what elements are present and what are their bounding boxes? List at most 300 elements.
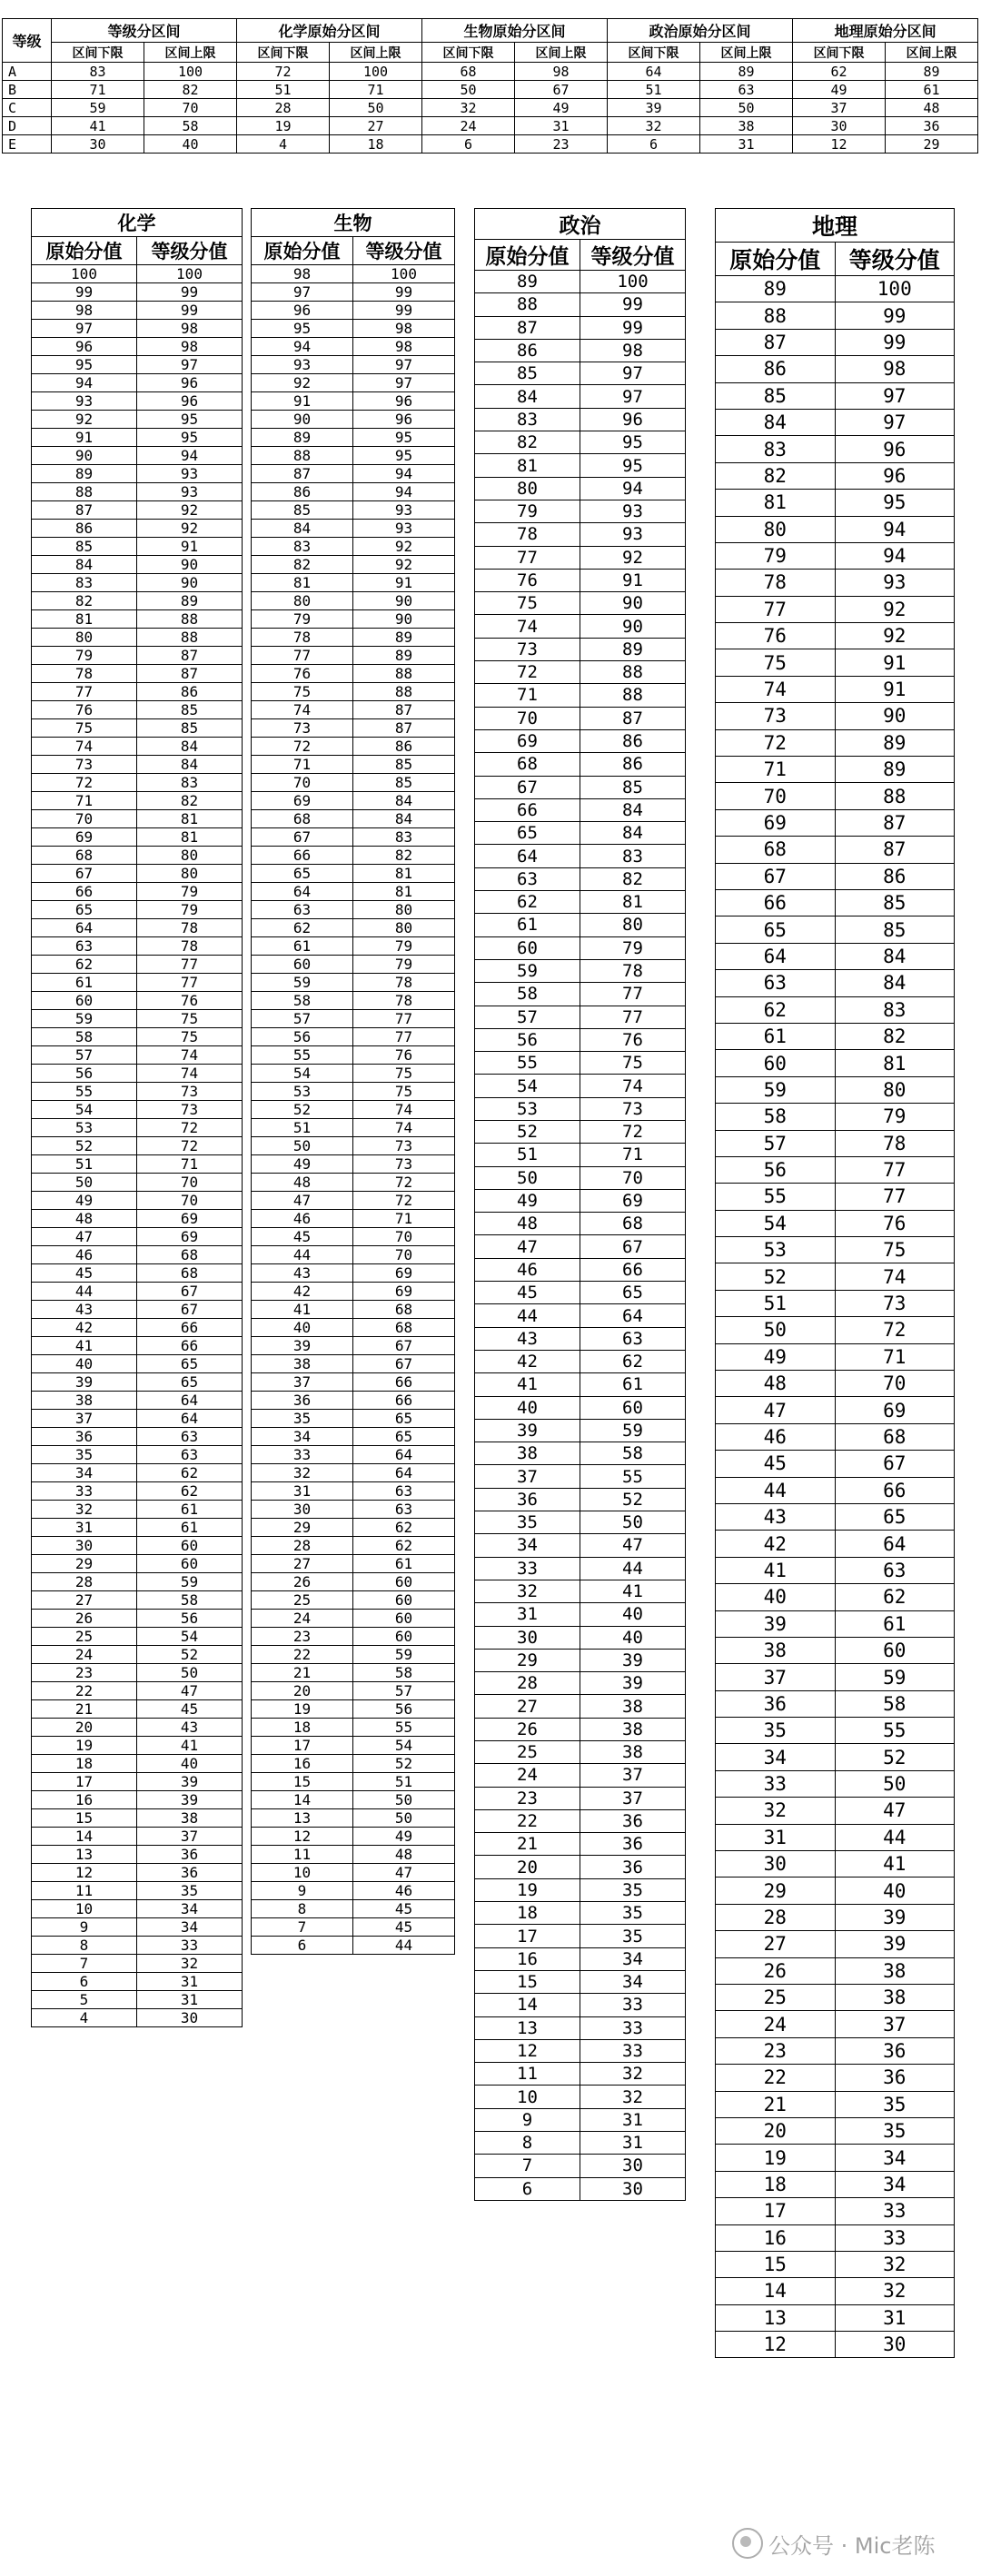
raw-score-cell: 35 xyxy=(252,1410,353,1428)
raw-score-cell: 7 xyxy=(252,1918,353,1937)
grade-score-cell: 36 xyxy=(137,1846,243,1864)
raw-score-cell: 44 xyxy=(716,1477,836,1503)
table-row xyxy=(475,1189,686,1212)
raw-score-cell: 34 xyxy=(252,1428,353,1446)
raw-score-cell: 12 xyxy=(252,1828,353,1846)
grade-score-cell: 77 xyxy=(137,956,243,974)
grade-score-cell: 86 xyxy=(580,753,686,776)
raw-score-cell: 9 xyxy=(32,1918,137,1937)
raw-score-cell: 20 xyxy=(252,1682,353,1700)
table-row xyxy=(252,1301,455,1319)
grade-score-cell: 74 xyxy=(137,1065,243,1083)
table-row xyxy=(32,647,243,665)
table-row xyxy=(32,1846,243,1864)
table-row xyxy=(475,1511,686,1534)
table-row xyxy=(252,937,455,956)
range-cell: 50 xyxy=(422,81,515,99)
table-row xyxy=(32,1210,243,1228)
table-row xyxy=(252,738,455,756)
biology-table xyxy=(251,208,455,1955)
raw-score-cell: 86 xyxy=(252,483,353,501)
raw-score-cell: 24 xyxy=(32,1646,137,1664)
raw-score-cell: 66 xyxy=(252,847,353,865)
raw-score-cell: 29 xyxy=(32,1555,137,1573)
table-row xyxy=(475,2132,686,2155)
table-row xyxy=(716,1931,955,1957)
table-row xyxy=(252,1101,455,1119)
table-row xyxy=(716,1104,955,1130)
raw-score-cell: 55 xyxy=(252,1046,353,1065)
raw-score-cell: 13 xyxy=(716,2304,836,2331)
raw-score-cell: 82 xyxy=(252,556,353,574)
table-row xyxy=(716,2304,955,2331)
grade-score-cell: 96 xyxy=(137,392,243,411)
grade-score-cell: 37 xyxy=(137,1828,243,1846)
grade-score-cell: 78 xyxy=(353,974,455,992)
raw-score-cell: 25 xyxy=(716,1985,836,2011)
raw-score-cell: 5 xyxy=(32,1991,137,2009)
grade-score-cell: 36 xyxy=(580,1856,686,1878)
table-row xyxy=(32,1719,243,1737)
raw-score-cell: 99 xyxy=(32,283,137,302)
grade-score-cell: 32 xyxy=(580,2086,686,2108)
raw-score-cell: 31 xyxy=(475,1603,580,1626)
raw-score-cell: 37 xyxy=(475,1465,580,1488)
raw-score-cell: 59 xyxy=(32,1010,137,1028)
grade-score-cell: 91 xyxy=(835,676,955,702)
grade-score-cell: 89 xyxy=(137,592,243,610)
grade-score-cell: 35 xyxy=(137,1882,243,1900)
table-row xyxy=(32,883,243,901)
table-row xyxy=(32,1501,243,1519)
table-row xyxy=(716,2332,955,2358)
raw-score-cell: 4 xyxy=(32,2009,137,2027)
raw-score-cell: 11 xyxy=(475,2063,580,2086)
table-row xyxy=(475,1718,686,1740)
grade-score-cell: 75 xyxy=(137,1010,243,1028)
raw-score-cell: 43 xyxy=(716,1503,836,1530)
grade-score-cell: 96 xyxy=(353,392,455,411)
grade-score-cell: 78 xyxy=(137,937,243,956)
grade-score-cell: 93 xyxy=(137,483,243,501)
raw-score-cell: 40 xyxy=(252,1319,353,1337)
raw-score-cell: 61 xyxy=(32,974,137,992)
table-row xyxy=(475,1534,686,1557)
table-row xyxy=(32,956,243,974)
table-row xyxy=(252,792,455,810)
grade-score-cell: 65 xyxy=(835,1503,955,1530)
range-cell: 18 xyxy=(330,135,422,154)
raw-score-cell: 84 xyxy=(716,409,836,435)
range-cell: 28 xyxy=(237,99,330,117)
range-cell: 100 xyxy=(144,63,237,81)
raw-score-cell: 51 xyxy=(252,1119,353,1137)
table-row xyxy=(716,356,955,382)
table-row xyxy=(252,683,455,701)
watermark xyxy=(732,2525,977,2561)
raw-score-cell: 63 xyxy=(252,901,353,919)
grade-score-cell: 36 xyxy=(137,1864,243,1882)
grade-score-cell: 93 xyxy=(580,523,686,546)
raw-score-cell: 12 xyxy=(716,2332,836,2358)
table-row xyxy=(475,1626,686,1649)
grade-score-cell: 91 xyxy=(835,649,955,676)
table-row xyxy=(252,592,455,610)
raw-score-cell: 23 xyxy=(475,1787,580,1809)
raw-score-cell: 70 xyxy=(32,810,137,828)
grade-score-cell: 39 xyxy=(580,1672,686,1695)
raw-score-cell: 13 xyxy=(32,1846,137,1864)
table-row xyxy=(475,408,686,431)
table-row xyxy=(252,665,455,683)
grade-score-cell: 69 xyxy=(353,1283,455,1301)
grade-score-cell: 60 xyxy=(353,1591,455,1610)
grade-score-cell: 92 xyxy=(353,538,455,556)
grade-score-cell: 88 xyxy=(137,610,243,629)
raw-score-cell: 22 xyxy=(475,1809,580,1832)
raw-score-cell: 41 xyxy=(252,1301,353,1319)
grade-score-cell: 30 xyxy=(835,2332,955,2358)
grade-score-cell: 44 xyxy=(353,1937,455,1955)
raw-score-cell: 12 xyxy=(32,1864,137,1882)
grade-score-cell: 96 xyxy=(353,411,455,429)
grade-score-cell: 62 xyxy=(580,1350,686,1372)
raw-score-cell: 73 xyxy=(32,756,137,774)
range-high-header: 区间上限 xyxy=(886,43,978,63)
table-row xyxy=(252,756,455,774)
table-row xyxy=(716,1237,955,1263)
grade-score-cell: 77 xyxy=(137,974,243,992)
range-low-header: 区间下限 xyxy=(422,43,515,63)
grade-score-header: 等级分值 xyxy=(580,240,686,271)
grade-score-cell: 67 xyxy=(353,1337,455,1355)
raw-score-cell: 78 xyxy=(716,570,836,596)
grade-score-cell: 79 xyxy=(353,956,455,974)
table-row xyxy=(32,1918,243,1937)
grade-score-cell: 63 xyxy=(580,1327,686,1350)
raw-score-cell: 44 xyxy=(32,1283,137,1301)
grade-score-cell: 61 xyxy=(137,1519,243,1537)
table-row xyxy=(32,1464,243,1482)
raw-score-cell: 35 xyxy=(32,1446,137,1464)
grade-score-cell: 97 xyxy=(580,362,686,385)
raw-score-header: 原始分值 xyxy=(475,240,580,271)
table-row xyxy=(475,914,686,936)
level-header: 等级 xyxy=(3,19,52,63)
table-row xyxy=(475,1809,686,1832)
range-cell: 71 xyxy=(330,81,422,99)
table-row xyxy=(716,596,955,622)
raw-score-cell: 54 xyxy=(252,1065,353,1083)
grade-score-cell: 45 xyxy=(353,1918,455,1937)
grade-score-cell: 52 xyxy=(835,1744,955,1770)
table-row xyxy=(716,516,955,542)
table-row xyxy=(3,63,978,81)
grade-score-cell: 62 xyxy=(137,1482,243,1501)
grade-score-cell: 78 xyxy=(137,919,243,937)
table-row xyxy=(3,135,978,154)
grade-score-cell: 65 xyxy=(353,1410,455,1428)
table-row xyxy=(252,1337,455,1355)
grade-score-cell: 71 xyxy=(353,1210,455,1228)
raw-score-cell: 95 xyxy=(32,356,137,374)
grade-score-cell: 79 xyxy=(137,901,243,919)
grade-score-cell: 91 xyxy=(353,574,455,592)
table-row xyxy=(252,1591,455,1610)
grade-score-cell: 93 xyxy=(353,501,455,520)
grade-score-cell: 44 xyxy=(580,1557,686,1580)
table-row xyxy=(475,2155,686,2177)
table-row xyxy=(3,81,978,99)
table-row xyxy=(32,1537,243,1555)
grade-score-cell: 34 xyxy=(835,2145,955,2171)
grade-score-cell: 38 xyxy=(580,1741,686,1764)
grade-score-cell: 85 xyxy=(137,701,243,719)
range-cell: 23 xyxy=(515,135,608,154)
table-row xyxy=(475,1925,686,1947)
table-row xyxy=(32,556,243,574)
raw-score-cell: 29 xyxy=(475,1649,580,1671)
table-row xyxy=(32,483,243,501)
table-row xyxy=(252,1809,455,1828)
table-row xyxy=(252,1519,455,1537)
raw-score-cell: 65 xyxy=(716,916,836,943)
range-cell: 82 xyxy=(144,81,237,99)
table-row xyxy=(716,1985,955,2011)
table-row xyxy=(252,810,455,828)
grade-score-cell: 47 xyxy=(137,1682,243,1700)
range-cell: 19 xyxy=(237,117,330,135)
raw-score-cell: 92 xyxy=(252,374,353,392)
raw-score-cell: 78 xyxy=(475,523,580,546)
raw-score-cell: 53 xyxy=(475,1097,580,1120)
range-cell: 50 xyxy=(700,99,793,117)
grade-score-cell: 72 xyxy=(137,1119,243,1137)
range-cell: 100 xyxy=(330,63,422,81)
raw-score-cell: 19 xyxy=(252,1700,353,1719)
table-row xyxy=(32,501,243,520)
grade-score-cell: 66 xyxy=(353,1392,455,1410)
table-row xyxy=(32,1028,243,1046)
table-row xyxy=(32,865,243,883)
table-row xyxy=(252,1410,455,1428)
raw-score-cell: 36 xyxy=(716,1690,836,1717)
table-row xyxy=(475,936,686,959)
table-row xyxy=(32,1973,243,1991)
raw-score-cell: 70 xyxy=(252,774,353,792)
grade-score-cell: 60 xyxy=(835,1637,955,1663)
raw-score-cell: 47 xyxy=(716,1397,836,1423)
grade-score-cell: 50 xyxy=(353,1809,455,1828)
table-row xyxy=(716,2037,955,2064)
grade-score-cell: 50 xyxy=(137,1664,243,1682)
table-row xyxy=(716,1690,955,1717)
raw-score-cell: 82 xyxy=(32,592,137,610)
raw-score-cell: 51 xyxy=(716,1290,836,1316)
table-row xyxy=(475,1258,686,1281)
table-row xyxy=(716,1397,955,1423)
grade-score-cell: 82 xyxy=(353,847,455,865)
raw-score-cell: 47 xyxy=(475,1235,580,1258)
raw-score-cell: 18 xyxy=(252,1719,353,1737)
grade-score-cell: 34 xyxy=(580,1970,686,1993)
table-row xyxy=(716,1770,955,1797)
table-row xyxy=(252,338,455,356)
grade-score-cell: 64 xyxy=(353,1446,455,1464)
table-row xyxy=(716,1210,955,1236)
grade-score-cell: 35 xyxy=(580,1902,686,1925)
raw-score-cell: 28 xyxy=(252,1537,353,1555)
raw-score-cell: 71 xyxy=(716,757,836,783)
grade-score-cell: 69 xyxy=(580,1189,686,1212)
raw-score-cell: 12 xyxy=(475,2039,580,2062)
grade-score-cell: 57 xyxy=(353,1682,455,1700)
raw-score-cell: 69 xyxy=(252,792,353,810)
table-row xyxy=(252,1573,455,1591)
range-cell: 58 xyxy=(144,117,237,135)
raw-score-cell: 71 xyxy=(252,756,353,774)
grade-score-cell: 85 xyxy=(835,889,955,916)
grade-score-cell: 97 xyxy=(353,356,455,374)
table-row xyxy=(475,1442,686,1465)
grade-score-cell: 97 xyxy=(835,409,955,435)
table-row xyxy=(32,1065,243,1083)
raw-score-cell: 21 xyxy=(475,1833,580,1856)
table-row xyxy=(32,1428,243,1446)
grade-score-cell: 67 xyxy=(835,1451,955,1477)
table-row xyxy=(475,500,686,522)
grade-score-cell: 64 xyxy=(580,1304,686,1327)
table-row xyxy=(32,901,243,919)
raw-score-cell: 46 xyxy=(716,1423,836,1450)
table-row xyxy=(32,1809,243,1828)
range-cell: 89 xyxy=(886,63,978,81)
table-row xyxy=(32,1392,243,1410)
table-row xyxy=(32,1174,243,1192)
summary-group-row xyxy=(3,19,978,43)
raw-score-cell: 95 xyxy=(252,320,353,338)
range-cell: 41 xyxy=(52,117,144,135)
raw-score-cell: 75 xyxy=(252,683,353,701)
table-row xyxy=(252,429,455,447)
table-row xyxy=(32,992,243,1010)
table-row xyxy=(475,2039,686,2062)
table-row xyxy=(252,483,455,501)
raw-score-cell: 11 xyxy=(252,1846,353,1864)
table-row xyxy=(716,1317,955,1343)
table-row xyxy=(32,338,243,356)
table-row xyxy=(32,774,243,792)
raw-score-cell: 10 xyxy=(475,2086,580,2108)
table-row xyxy=(475,1075,686,1097)
grade-score-cell: 85 xyxy=(137,719,243,738)
raw-score-cell: 48 xyxy=(252,1174,353,1192)
table-row xyxy=(32,1083,243,1101)
raw-score-cell: 30 xyxy=(32,1537,137,1555)
grade-score-cell: 58 xyxy=(580,1442,686,1465)
grade-score-cell: 74 xyxy=(353,1101,455,1119)
table-row xyxy=(32,610,243,629)
table-row xyxy=(252,501,455,520)
raw-score-cell: 15 xyxy=(32,1809,137,1828)
raw-score-cell: 27 xyxy=(475,1695,580,1718)
raw-score-cell: 25 xyxy=(475,1741,580,1764)
raw-score-cell: 97 xyxy=(252,283,353,302)
grade-score-cell: 66 xyxy=(353,1373,455,1392)
raw-score-cell: 85 xyxy=(32,538,137,556)
grade-score-cell: 99 xyxy=(137,283,243,302)
table-row xyxy=(32,2009,243,2027)
grade-score-cell: 52 xyxy=(353,1755,455,1773)
grade-score-cell: 72 xyxy=(353,1192,455,1210)
level-cell: A xyxy=(3,63,52,81)
table-row xyxy=(475,776,686,798)
raw-score-cell: 98 xyxy=(252,265,353,283)
grade-score-cell: 93 xyxy=(580,500,686,522)
table-row xyxy=(252,411,455,429)
raw-score-cell: 6 xyxy=(32,1973,137,1991)
grade-score-cell: 50 xyxy=(835,1770,955,1797)
grade-score-cell: 56 xyxy=(137,1610,243,1628)
table-row xyxy=(475,891,686,914)
raw-score-cell: 38 xyxy=(32,1392,137,1410)
table-row xyxy=(716,996,955,1023)
table-row xyxy=(32,592,243,610)
raw-score-cell: 84 xyxy=(252,520,353,538)
grade-score-cell: 63 xyxy=(137,1428,243,1446)
raw-score-cell: 72 xyxy=(252,738,353,756)
grade-score-cell: 84 xyxy=(580,798,686,821)
table-row xyxy=(32,1900,243,1918)
table-row xyxy=(475,316,686,339)
table-row xyxy=(32,1864,243,1882)
table-row xyxy=(32,683,243,701)
raw-score-cell: 42 xyxy=(475,1350,580,1372)
raw-score-cell: 50 xyxy=(252,1137,353,1155)
grade-score-cell: 86 xyxy=(353,738,455,756)
table-row xyxy=(252,302,455,320)
summary-sub-row xyxy=(3,43,978,63)
grade-score-cell: 79 xyxy=(835,1104,955,1130)
grade-score-cell: 65 xyxy=(353,1428,455,1446)
raw-score-cell: 50 xyxy=(32,1174,137,1192)
grade-score-cell: 75 xyxy=(835,1237,955,1263)
raw-score-cell: 56 xyxy=(475,1028,580,1051)
grade-score-cell: 39 xyxy=(137,1791,243,1809)
grade-score-cell: 97 xyxy=(580,385,686,408)
table-row xyxy=(716,329,955,355)
grade-score-cell: 76 xyxy=(353,1046,455,1065)
raw-score-cell: 65 xyxy=(252,865,353,883)
raw-score-cell: 79 xyxy=(475,500,580,522)
raw-score-cell: 73 xyxy=(252,719,353,738)
grade-score-cell: 100 xyxy=(835,276,955,302)
table-row xyxy=(252,1319,455,1337)
table-row xyxy=(252,1882,455,1900)
raw-score-cell: 36 xyxy=(475,1488,580,1511)
table-row xyxy=(716,783,955,809)
raw-score-cell: 48 xyxy=(716,1371,836,1397)
table-row xyxy=(716,276,955,302)
geography-table xyxy=(715,208,955,2358)
raw-score-cell: 53 xyxy=(716,1237,836,1263)
raw-score-cell: 58 xyxy=(475,983,580,1006)
grade-score-cell: 31 xyxy=(580,2132,686,2155)
raw-score-cell: 61 xyxy=(716,1023,836,1049)
grade-score-cell: 77 xyxy=(835,1156,955,1183)
table-row xyxy=(32,538,243,556)
table-row xyxy=(252,1900,455,1918)
